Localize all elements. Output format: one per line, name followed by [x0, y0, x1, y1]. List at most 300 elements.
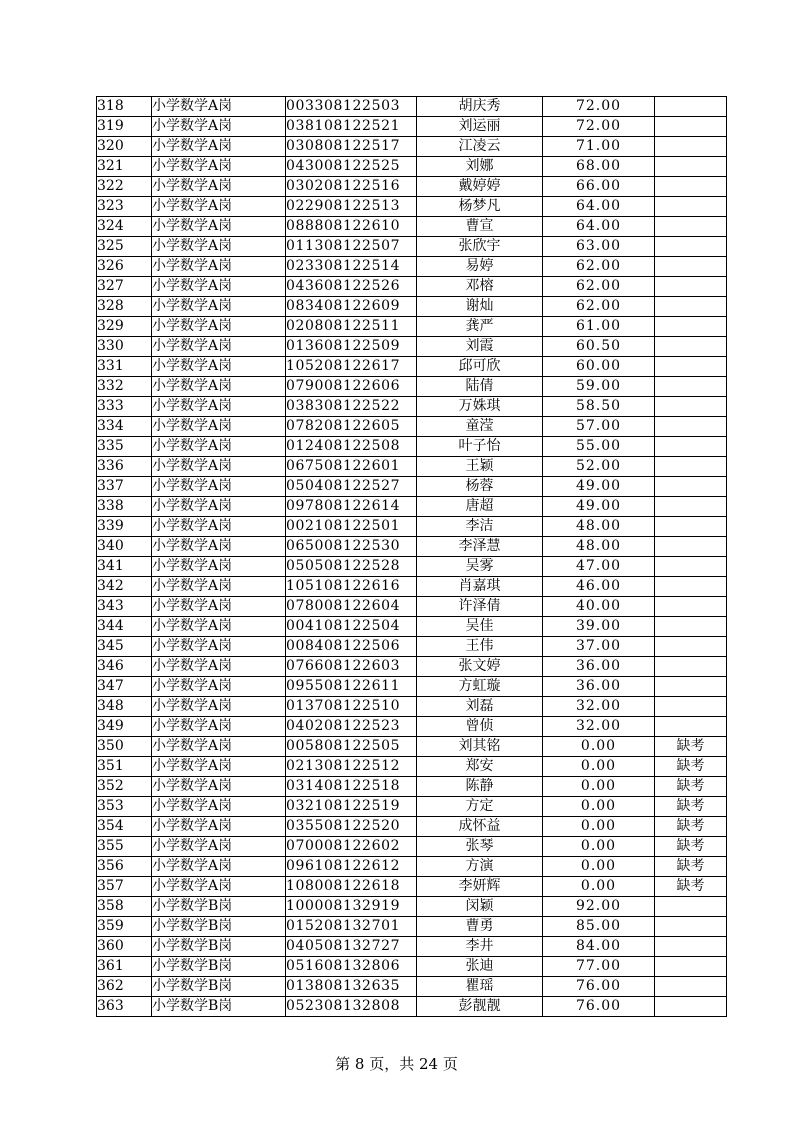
row-number-cell: 344	[97, 617, 152, 637]
table-row	[97, 357, 727, 377]
score-cell: 49.00	[543, 497, 655, 517]
remark-cell	[655, 377, 727, 397]
table-row	[97, 877, 727, 897]
row-number-cell: 356	[97, 857, 152, 877]
post-name-cell: 小学数学A岗	[152, 177, 286, 197]
score-cell: 55.00	[543, 437, 655, 457]
remark-cell	[655, 937, 727, 957]
exam-number-cell: 023308122514	[286, 257, 417, 277]
exam-number-cell: 043008122525	[286, 157, 417, 177]
score-cell: 66.00	[543, 177, 655, 197]
exam-number-cell: 008408122506	[286, 637, 417, 657]
table-row	[97, 737, 727, 757]
remark-cell	[655, 257, 727, 277]
score-cell: 47.00	[543, 557, 655, 577]
scores-table	[96, 96, 727, 1017]
candidate-name-cell: 吴佳	[417, 617, 543, 637]
post-name-cell: 小学数学A岗	[152, 677, 286, 697]
remark-cell	[655, 217, 727, 237]
exam-number-cell: 013608122509	[286, 337, 417, 357]
candidate-name-cell: 叶子怡	[417, 437, 543, 457]
exam-number-cell: 038308122522	[286, 397, 417, 417]
post-name-cell: 小学数学A岗	[152, 817, 286, 837]
exam-number-cell: 100008132919	[286, 897, 417, 917]
row-number-cell: 353	[97, 797, 152, 817]
candidate-name-cell: 李井	[417, 937, 543, 957]
score-cell: 92.00	[543, 897, 655, 917]
exam-number-cell: 032108122519	[286, 797, 417, 817]
post-name-cell: 小学数学B岗	[152, 917, 286, 937]
remark-cell	[655, 537, 727, 557]
score-cell: 76.00	[543, 997, 655, 1017]
table-row	[97, 537, 727, 557]
post-name-cell: 小学数学A岗	[152, 617, 286, 637]
exam-number-cell: 004108122504	[286, 617, 417, 637]
scores-table-body	[97, 97, 727, 1017]
table-row	[97, 677, 727, 697]
candidate-name-cell: 杨蓉	[417, 477, 543, 497]
exam-number-cell: 015208132701	[286, 917, 417, 937]
candidate-name-cell: 王颖	[417, 457, 543, 477]
row-number-cell: 337	[97, 477, 152, 497]
score-cell: 59.00	[543, 377, 655, 397]
remark-cell	[655, 157, 727, 177]
exam-number-cell: 013708122510	[286, 697, 417, 717]
row-number-cell: 357	[97, 877, 152, 897]
post-name-cell: 小学数学B岗	[152, 977, 286, 997]
row-number-cell: 327	[97, 277, 152, 297]
score-cell: 0.00	[543, 877, 655, 897]
score-cell: 72.00	[543, 117, 655, 137]
table-row	[97, 497, 727, 517]
exam-number-cell: 078208122605	[286, 417, 417, 437]
remark-cell	[655, 497, 727, 517]
post-name-cell: 小学数学A岗	[152, 877, 286, 897]
table-row	[97, 117, 727, 137]
table-row	[97, 337, 727, 357]
post-name-cell: 小学数学A岗	[152, 417, 286, 437]
post-name-cell: 小学数学A岗	[152, 337, 286, 357]
exam-number-cell: 096108122612	[286, 857, 417, 877]
table-row	[97, 517, 727, 537]
table-row	[97, 697, 727, 717]
table-row	[97, 277, 727, 297]
post-name-cell: 小学数学A岗	[152, 297, 286, 317]
post-name-cell: 小学数学B岗	[152, 937, 286, 957]
table-row	[97, 897, 727, 917]
exam-number-cell: 013808132635	[286, 977, 417, 997]
post-name-cell: 小学数学A岗	[152, 497, 286, 517]
exam-number-cell: 020808122511	[286, 317, 417, 337]
post-name-cell: 小学数学B岗	[152, 957, 286, 977]
remark-cell: 缺考	[655, 857, 727, 877]
candidate-name-cell: 易婷	[417, 257, 543, 277]
candidate-name-cell: 万姝琪	[417, 397, 543, 417]
row-number-cell: 319	[97, 117, 152, 137]
score-cell: 0.00	[543, 757, 655, 777]
row-number-cell: 318	[97, 97, 152, 117]
row-number-cell: 329	[97, 317, 152, 337]
exam-number-cell: 076608122603	[286, 657, 417, 677]
post-name-cell: 小学数学A岗	[152, 217, 286, 237]
exam-number-cell: 002108122501	[286, 517, 417, 537]
score-cell: 36.00	[543, 677, 655, 697]
post-name-cell: 小学数学A岗	[152, 537, 286, 557]
candidate-name-cell: 杨梦凡	[417, 197, 543, 217]
row-number-cell: 333	[97, 397, 152, 417]
exam-number-cell: 050508122528	[286, 557, 417, 577]
exam-number-cell: 040508132727	[286, 937, 417, 957]
score-cell: 68.00	[543, 157, 655, 177]
row-number-cell: 352	[97, 777, 152, 797]
candidate-name-cell: 胡庆秀	[417, 97, 543, 117]
row-number-cell: 343	[97, 597, 152, 617]
post-name-cell: 小学数学A岗	[152, 837, 286, 857]
remark-cell	[655, 697, 727, 717]
exam-number-cell: 003308122503	[286, 97, 417, 117]
row-number-cell: 341	[97, 557, 152, 577]
candidate-name-cell: 李妍辉	[417, 877, 543, 897]
score-cell: 32.00	[543, 717, 655, 737]
score-cell: 58.50	[543, 397, 655, 417]
exam-number-cell: 078008122604	[286, 597, 417, 617]
score-cell: 71.00	[543, 137, 655, 157]
candidate-name-cell: 方定	[417, 797, 543, 817]
remark-cell: 缺考	[655, 817, 727, 837]
remark-cell: 缺考	[655, 837, 727, 857]
post-name-cell: 小学数学A岗	[152, 577, 286, 597]
table-row	[97, 617, 727, 637]
remark-cell	[655, 457, 727, 477]
candidate-name-cell: 闵颖	[417, 897, 543, 917]
score-cell: 0.00	[543, 797, 655, 817]
remark-cell	[655, 477, 727, 497]
score-cell: 64.00	[543, 217, 655, 237]
table-row	[97, 397, 727, 417]
score-cell: 62.00	[543, 277, 655, 297]
row-number-cell: 348	[97, 697, 152, 717]
row-number-cell: 345	[97, 637, 152, 657]
table-row	[97, 837, 727, 857]
table-row	[97, 317, 727, 337]
candidate-name-cell: 曹勇	[417, 917, 543, 937]
row-number-cell: 347	[97, 677, 152, 697]
row-number-cell: 342	[97, 577, 152, 597]
row-number-cell: 355	[97, 837, 152, 857]
candidate-name-cell: 刘磊	[417, 697, 543, 717]
table-row	[97, 597, 727, 617]
post-name-cell: 小学数学A岗	[152, 657, 286, 677]
page-footer: 第 8 页，共 24 页	[335, 1055, 458, 1073]
exam-number-cell: 050408122527	[286, 477, 417, 497]
remark-cell	[655, 957, 727, 977]
remark-cell: 缺考	[655, 757, 727, 777]
row-number-cell: 350	[97, 737, 152, 757]
score-cell: 46.00	[543, 577, 655, 597]
table-row	[97, 217, 727, 237]
score-cell: 36.00	[543, 657, 655, 677]
exam-number-cell: 043608122526	[286, 277, 417, 297]
remark-cell	[655, 397, 727, 417]
candidate-name-cell: 刘娜	[417, 157, 543, 177]
exam-number-cell: 108008122618	[286, 877, 417, 897]
candidate-name-cell: 许泽倩	[417, 597, 543, 617]
score-cell: 0.00	[543, 737, 655, 757]
table-row	[97, 977, 727, 997]
post-name-cell: 小学数学B岗	[152, 997, 286, 1017]
candidate-name-cell: 张欣宇	[417, 237, 543, 257]
table-row	[97, 437, 727, 457]
exam-number-cell: 051608132806	[286, 957, 417, 977]
score-cell: 39.00	[543, 617, 655, 637]
row-number-cell: 335	[97, 437, 152, 457]
exam-number-cell: 038108122521	[286, 117, 417, 137]
candidate-name-cell: 戴婷婷	[417, 177, 543, 197]
table-row	[97, 717, 727, 737]
post-name-cell: 小学数学A岗	[152, 857, 286, 877]
candidate-name-cell: 曾侦	[417, 717, 543, 737]
remark-cell	[655, 657, 727, 677]
post-name-cell: 小学数学A岗	[152, 237, 286, 257]
candidate-name-cell: 吴雾	[417, 557, 543, 577]
post-name-cell: 小学数学A岗	[152, 397, 286, 417]
candidate-name-cell: 方演	[417, 857, 543, 877]
row-number-cell: 363	[97, 997, 152, 1017]
score-cell: 57.00	[543, 417, 655, 437]
post-name-cell: 小学数学A岗	[152, 717, 286, 737]
candidate-name-cell: 张文婷	[417, 657, 543, 677]
table-row	[97, 657, 727, 677]
post-name-cell: 小学数学A岗	[152, 137, 286, 157]
post-name-cell: 小学数学A岗	[152, 317, 286, 337]
row-number-cell: 346	[97, 657, 152, 677]
remark-cell	[655, 917, 727, 937]
exam-number-cell: 065008122530	[286, 537, 417, 557]
score-cell: 60.50	[543, 337, 655, 357]
row-number-cell: 332	[97, 377, 152, 397]
exam-number-cell: 052308132808	[286, 997, 417, 1017]
candidate-name-cell: 刘霞	[417, 337, 543, 357]
remark-cell	[655, 637, 727, 657]
candidate-name-cell: 张琴	[417, 837, 543, 857]
table-row	[97, 957, 727, 977]
row-number-cell: 360	[97, 937, 152, 957]
remark-cell	[655, 977, 727, 997]
table-row	[97, 257, 727, 277]
row-number-cell: 354	[97, 817, 152, 837]
table-row	[97, 997, 727, 1017]
score-cell: 48.00	[543, 537, 655, 557]
exam-number-cell: 040208122523	[286, 717, 417, 737]
remark-cell	[655, 437, 727, 457]
table-row	[97, 577, 727, 597]
remark-cell	[655, 677, 727, 697]
table-row	[97, 377, 727, 397]
post-name-cell: 小学数学A岗	[152, 697, 286, 717]
post-name-cell: 小学数学B岗	[152, 897, 286, 917]
row-number-cell: 349	[97, 717, 152, 737]
post-name-cell: 小学数学A岗	[152, 637, 286, 657]
table-row	[97, 777, 727, 797]
candidate-name-cell: 成怀益	[417, 817, 543, 837]
table-row	[97, 157, 727, 177]
row-number-cell: 331	[97, 357, 152, 377]
row-number-cell: 323	[97, 197, 152, 217]
remark-cell	[655, 237, 727, 257]
score-cell: 49.00	[543, 477, 655, 497]
post-name-cell: 小学数学A岗	[152, 377, 286, 397]
candidate-name-cell: 郑安	[417, 757, 543, 777]
post-name-cell: 小学数学A岗	[152, 477, 286, 497]
exam-number-cell: 067508122601	[286, 457, 417, 477]
table-row	[97, 557, 727, 577]
table-row	[97, 417, 727, 437]
remark-cell	[655, 317, 727, 337]
row-number-cell: 320	[97, 137, 152, 157]
score-cell: 40.00	[543, 597, 655, 617]
table-row	[97, 937, 727, 957]
remark-cell	[655, 137, 727, 157]
post-name-cell: 小学数学A岗	[152, 757, 286, 777]
post-name-cell: 小学数学A岗	[152, 737, 286, 757]
exam-number-cell: 079008122606	[286, 377, 417, 397]
score-cell: 32.00	[543, 697, 655, 717]
candidate-name-cell: 瞿瑶	[417, 977, 543, 997]
remark-cell	[655, 717, 727, 737]
row-number-cell: 338	[97, 497, 152, 517]
remark-cell	[655, 517, 727, 537]
candidate-name-cell: 陆倩	[417, 377, 543, 397]
remark-cell	[655, 997, 727, 1017]
row-number-cell: 326	[97, 257, 152, 277]
table-row	[97, 797, 727, 817]
table-row	[97, 917, 727, 937]
post-name-cell: 小学数学A岗	[152, 597, 286, 617]
remark-cell	[655, 577, 727, 597]
remark-cell	[655, 897, 727, 917]
score-cell: 0.00	[543, 777, 655, 797]
table-row	[97, 757, 727, 777]
score-cell: 62.00	[543, 297, 655, 317]
exam-number-cell: 105108122616	[286, 577, 417, 597]
candidate-name-cell: 童滢	[417, 417, 543, 437]
exam-number-cell: 083408122609	[286, 297, 417, 317]
post-name-cell: 小学数学A岗	[152, 257, 286, 277]
row-number-cell: 321	[97, 157, 152, 177]
candidate-name-cell: 李泽慧	[417, 537, 543, 557]
candidate-name-cell: 彭靓靓	[417, 997, 543, 1017]
score-cell: 63.00	[543, 237, 655, 257]
remark-cell	[655, 117, 727, 137]
table-row	[97, 137, 727, 157]
score-cell: 48.00	[543, 517, 655, 537]
exam-number-cell: 097808122614	[286, 497, 417, 517]
exam-number-cell: 031408122518	[286, 777, 417, 797]
table-row	[97, 297, 727, 317]
table-row	[97, 637, 727, 657]
row-number-cell: 359	[97, 917, 152, 937]
row-number-cell: 340	[97, 537, 152, 557]
candidate-name-cell: 邓榕	[417, 277, 543, 297]
score-cell: 72.00	[543, 97, 655, 117]
row-number-cell: 339	[97, 517, 152, 537]
candidate-name-cell: 刘运丽	[417, 117, 543, 137]
post-name-cell: 小学数学A岗	[152, 97, 286, 117]
table-row	[97, 97, 727, 117]
candidate-name-cell: 李洁	[417, 517, 543, 537]
remark-cell	[655, 197, 727, 217]
post-name-cell: 小学数学A岗	[152, 777, 286, 797]
candidate-name-cell: 张迪	[417, 957, 543, 977]
candidate-name-cell: 刘其铭	[417, 737, 543, 757]
remark-cell	[655, 177, 727, 197]
remark-cell	[655, 617, 727, 637]
table-row	[97, 237, 727, 257]
candidate-name-cell: 方虹璇	[417, 677, 543, 697]
table-row	[97, 177, 727, 197]
post-name-cell: 小学数学A岗	[152, 557, 286, 577]
row-number-cell: 336	[97, 457, 152, 477]
score-cell: 0.00	[543, 837, 655, 857]
row-number-cell: 330	[97, 337, 152, 357]
remark-cell: 缺考	[655, 877, 727, 897]
score-cell: 37.00	[543, 637, 655, 657]
post-name-cell: 小学数学A岗	[152, 277, 286, 297]
score-cell: 60.00	[543, 357, 655, 377]
row-number-cell: 361	[97, 957, 152, 977]
score-cell: 0.00	[543, 857, 655, 877]
exam-number-cell: 030808122517	[286, 137, 417, 157]
exam-number-cell: 095508122611	[286, 677, 417, 697]
post-name-cell: 小学数学A岗	[152, 797, 286, 817]
post-name-cell: 小学数学A岗	[152, 437, 286, 457]
score-cell: 52.00	[543, 457, 655, 477]
candidate-name-cell: 江凌云	[417, 137, 543, 157]
exam-number-cell: 030208122516	[286, 177, 417, 197]
remark-cell	[655, 297, 727, 317]
remark-cell	[655, 597, 727, 617]
candidate-name-cell: 唐超	[417, 497, 543, 517]
post-name-cell: 小学数学A岗	[152, 457, 286, 477]
score-cell: 77.00	[543, 957, 655, 977]
exam-number-cell: 005808122505	[286, 737, 417, 757]
score-cell: 84.00	[543, 937, 655, 957]
exam-number-cell: 011308122507	[286, 237, 417, 257]
row-number-cell: 322	[97, 177, 152, 197]
score-cell: 62.00	[543, 257, 655, 277]
row-number-cell: 334	[97, 417, 152, 437]
score-cell: 85.00	[543, 917, 655, 937]
post-name-cell: 小学数学A岗	[152, 197, 286, 217]
remark-cell	[655, 557, 727, 577]
remark-cell: 缺考	[655, 777, 727, 797]
remark-cell	[655, 277, 727, 297]
table-row	[97, 477, 727, 497]
exam-number-cell: 088808122610	[286, 217, 417, 237]
exam-number-cell: 070008122602	[286, 837, 417, 857]
row-number-cell: 328	[97, 297, 152, 317]
candidate-name-cell: 陈静	[417, 777, 543, 797]
post-name-cell: 小学数学A岗	[152, 117, 286, 137]
score-cell: 0.00	[543, 817, 655, 837]
remark-cell	[655, 337, 727, 357]
remark-cell: 缺考	[655, 737, 727, 757]
table-row	[97, 857, 727, 877]
exam-number-cell: 021308122512	[286, 757, 417, 777]
row-number-cell: 351	[97, 757, 152, 777]
candidate-name-cell: 龚严	[417, 317, 543, 337]
candidate-name-cell: 邱可欣	[417, 357, 543, 377]
